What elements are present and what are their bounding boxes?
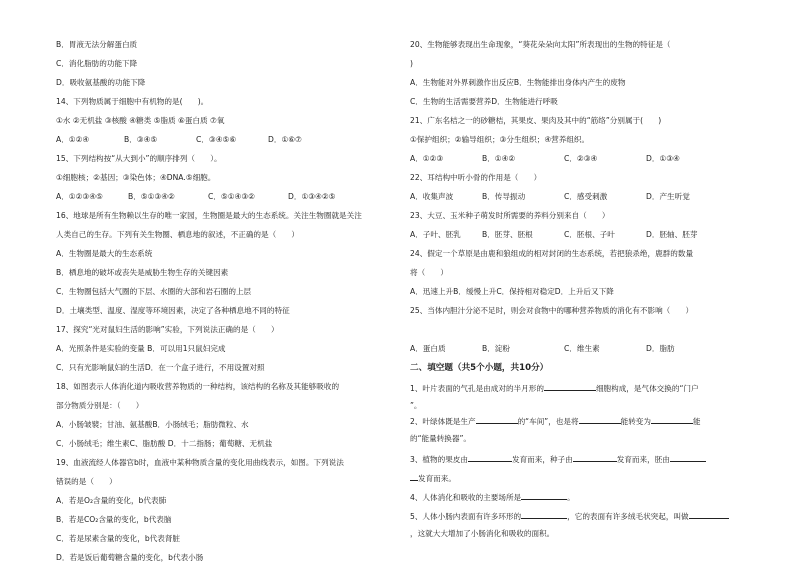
q16-option-b: B．栖息地的破坏或丧失是威胁生物生存的关键因素 (56, 268, 229, 277)
q22-options (410, 192, 750, 211)
fill-q3-blank-3-cont[interactable] (410, 472, 418, 481)
q25-stem: 25、当体内胆汁分泌不足时，则会对食物中的哪种营养物质的消化有不影响（ ） (410, 306, 694, 315)
q15-items: ①细胞核；②基因；③染色体；④DNA.⑤细胞。 (56, 173, 216, 182)
q21-stem: 21、广东名桔之一的砂糖桔，其果皮、果肉及其中的“筋络”分别属于( ) (410, 116, 662, 125)
q19-stem-2: 错误的是（ ） (56, 477, 117, 486)
q25-option-b: B．淀粉 (482, 344, 510, 353)
q20-options-ab: A．生物能对外界刺激作出反应B．生物能排出身体内产生的废物 (410, 78, 626, 87)
fill-q3-blank-1[interactable] (468, 453, 512, 462)
q13-option-c: C．消化脂肪的功能下降 (56, 59, 138, 68)
q18-options-cd: C．小肠绒毛；维生素C、脂肪酸 D．十二指肠；葡萄糖、无机盐 (56, 439, 273, 448)
q24-options: A．迅速上升B．缓慢上升C．保持相对稳定D．上升后又下降 (410, 287, 614, 296)
fill-q5-text-a: 5、人体小肠内表面有许多环形的 (410, 512, 522, 521)
q19-option-c: C．若是尿素含量的变化，b代表肾脏 (56, 534, 181, 543)
q24-stem-1: 24、假定一个草原是由鹿和狼组成的相对封闭的生态系统，若把狼杀绝，鹿群的数量 (410, 249, 694, 258)
fill-q3-blank-2[interactable] (573, 453, 617, 462)
q16-stem-2: 人类自己的生存。下列有关生物圈、栖息地的叙述，不正确的是（ ） (56, 230, 299, 239)
q22-option-a: A．收集声波 (410, 192, 454, 201)
q13-option-d: D．吸收氨基酸的功能下降 (56, 78, 146, 87)
fill-q5-blank-2[interactable] (689, 510, 729, 519)
q22-option-d: D．产生听觉 (646, 192, 690, 201)
q20-options-cd: C．生物的生活需要营养D．生物能进行呼吸 (410, 97, 558, 106)
fill-q3-text-b: 发育而来，种子由 (512, 455, 573, 464)
q18-stem-1: 18、如图表示人体消化道内吸收营养物质的一种结构，该结构的名称及其能够吸收的 (56, 382, 340, 391)
fill-q2-text-a: 2、叶绿体既是生产 (410, 417, 476, 426)
q15-option-d: D．①③④②⑤ (288, 192, 336, 201)
q15-options (56, 192, 391, 211)
q25-options (410, 344, 750, 363)
fill-q4-blank-1[interactable] (521, 491, 567, 500)
q23-option-c: C．胚根、子叶 (564, 230, 615, 239)
q22-option-c: C．感受刺激 (564, 192, 608, 201)
q14-option-b: B．③④⑤ (124, 135, 158, 144)
q16-stem-1: 16、地球是所有生物赖以生存的唯一家园，生物圈是最大的生态系统。关注生物圈就是关注 (56, 211, 362, 220)
fill-q2-blank-1[interactable] (476, 415, 518, 424)
q16-option-a: A．生物圈是最大的生态系统 (56, 249, 153, 258)
fill-q2-blank-2[interactable] (579, 415, 621, 424)
q19-option-b: B．若是CO₂含量的变化，b代表脑 (56, 515, 172, 524)
q17-stem: 17、探究“光对鼠妇生活的影响”实验，下列说法正确的是（ ） (56, 325, 279, 334)
q20-stem: 20、生物能够表现出生命现象，“葵花朵朵向太阳”所表现出的生物的特征是（ (410, 40, 671, 49)
q21-options (410, 154, 750, 173)
fill-q2-line-2: 的“能量转换器”。 (410, 434, 472, 443)
fill-q5-blank-1[interactable] (521, 510, 567, 519)
q15-option-b: B．⑤①③④② (128, 192, 175, 201)
q19-option-d: D．若是饭后葡萄糖含量的变化，b代表小肠 (56, 553, 204, 562)
q21-option-c: C．②③④ (564, 154, 598, 163)
fill-q2-text-d: 能 (693, 417, 701, 426)
q14-items: ①水 ②无机盐 ③核酸 ④糖类 ⑤脂质 ⑥蛋白质 ⑦氧 (56, 116, 225, 125)
q21-option-a: A．①②③ (410, 154, 444, 163)
fill-q2-text-b: 的“车间”，也是将 (517, 417, 579, 426)
q19-stem-1: 19、血液流经人体器官b时，血液中某种物质含量的变化用曲线表示，如图。下列说法 (56, 458, 344, 467)
q15-option-a: A．①②③④⑤ (56, 192, 103, 201)
fill-q1 (410, 382, 750, 401)
q25-option-d: D．脂肪 (646, 344, 675, 353)
q23-option-a: A．子叶、胚乳 (410, 230, 461, 239)
spacer (410, 325, 750, 344)
section-title-fill-blank: 二、填空题（共5个小题，共10分） (410, 363, 549, 373)
fill-q2 (410, 415, 750, 434)
q23-options (410, 230, 750, 249)
q21-option-d: D．①③④ (646, 154, 680, 163)
left-column (56, 40, 391, 572)
q24-stem-2: 将（ ） (410, 268, 448, 277)
fill-q4 (410, 491, 750, 510)
q16-option-d: D．土壤类型、温度、湿度等环境因素，决定了各种栖息地不同的特征 (56, 306, 290, 315)
fill-q4-text-a: 4、人体消化和吸收的主要场所是 (410, 493, 522, 502)
q25-option-c: C．维生素 (564, 344, 600, 353)
q14-options (56, 135, 391, 154)
q15-stem: 15、下列结构按“从大到小”的顺序排列（ ）。 (56, 154, 222, 163)
fill-q1-tail: ”。 (410, 401, 422, 410)
q25-option-a: A．蛋白质 (410, 344, 446, 353)
fill-q1-text-a: 1、叶片表面的气孔是由成对的半月形的 (410, 384, 544, 393)
q17-options-cd: C．只有光影响鼠妇的生活D．在一个盒子进行，不用设置对照 (56, 363, 265, 372)
fill-q3-text-d: 发育而来。 (418, 474, 456, 483)
fill-q2-text-c: 能转变为 (620, 417, 651, 426)
fill-q1-blank-1[interactable] (544, 382, 596, 391)
fill-q3-text-c: 发育而来，胚由 (616, 455, 670, 464)
q23-option-d: D．胚轴、胚芽 (646, 230, 698, 239)
q17-options-ab: A．光照条件是实验的变量 B．可以用1只鼠妇完成 (56, 344, 226, 353)
fill-q3 (410, 453, 750, 472)
fill-q4-text-b: 。 (567, 493, 575, 502)
q22-stem: 22、耳结构中听小骨的作用是（ ） (410, 173, 542, 182)
q14-option-a: A．①②④ (56, 135, 90, 144)
q15-option-c: C．⑤①④③② (208, 192, 255, 201)
right-column (410, 40, 750, 548)
q21-option-b: B．①④② (482, 154, 516, 163)
q14-option-c: C．③④⑤⑥ (196, 135, 237, 144)
fill-q3-text-a: 3、植物的果皮由 (410, 455, 468, 464)
fill-q3-blank-3[interactable] (670, 453, 706, 462)
q14-option-d: D．①⑥⑦ (268, 135, 302, 144)
q19-option-a: A．若是O₂含量的变化，b代表肺 (56, 496, 167, 505)
q13-option-b: B．胃液无法分解蛋白质 (56, 40, 138, 49)
fill-q5-line-2: ，这就大大增加了小肠消化和吸收的面积。 (410, 529, 555, 538)
q22-option-b: B．传导振动 (482, 192, 526, 201)
fill-q5-text-b: ，它的表面有许多绒毛状突起，叫做 (567, 512, 689, 521)
q16-option-c: C．生物圈包括大气圈的下层、水圈的大部和岩石圈的上层 (56, 287, 252, 296)
q23-option-b: B．胚芽、胚根 (482, 230, 533, 239)
q18-stem-2: 部分物质分别是：（ ） (56, 401, 144, 410)
q23-stem: 23、大豆、玉米种子萌发时所需要的养料分别来自（ ） (410, 211, 610, 220)
q14-stem: 14、下列物质属于细胞中有机物的是( )。 (56, 97, 209, 106)
fill-q5 (410, 510, 750, 529)
q18-options-ab: A．小肠皱襞；甘油、氨基酸B．小肠绒毛；脂肪微粒、水 (56, 420, 249, 429)
fill-q1-text-b: 细胞构成，是气体交换的“门户 (595, 384, 699, 393)
q21-items: ①保护组织；②输导组织；③分生组织；④营养组织。 (410, 135, 590, 144)
fill-q3-line-2 (410, 472, 750, 491)
q20-stem-end: ) (410, 59, 413, 68)
fill-q2-blank-3[interactable] (651, 415, 693, 424)
